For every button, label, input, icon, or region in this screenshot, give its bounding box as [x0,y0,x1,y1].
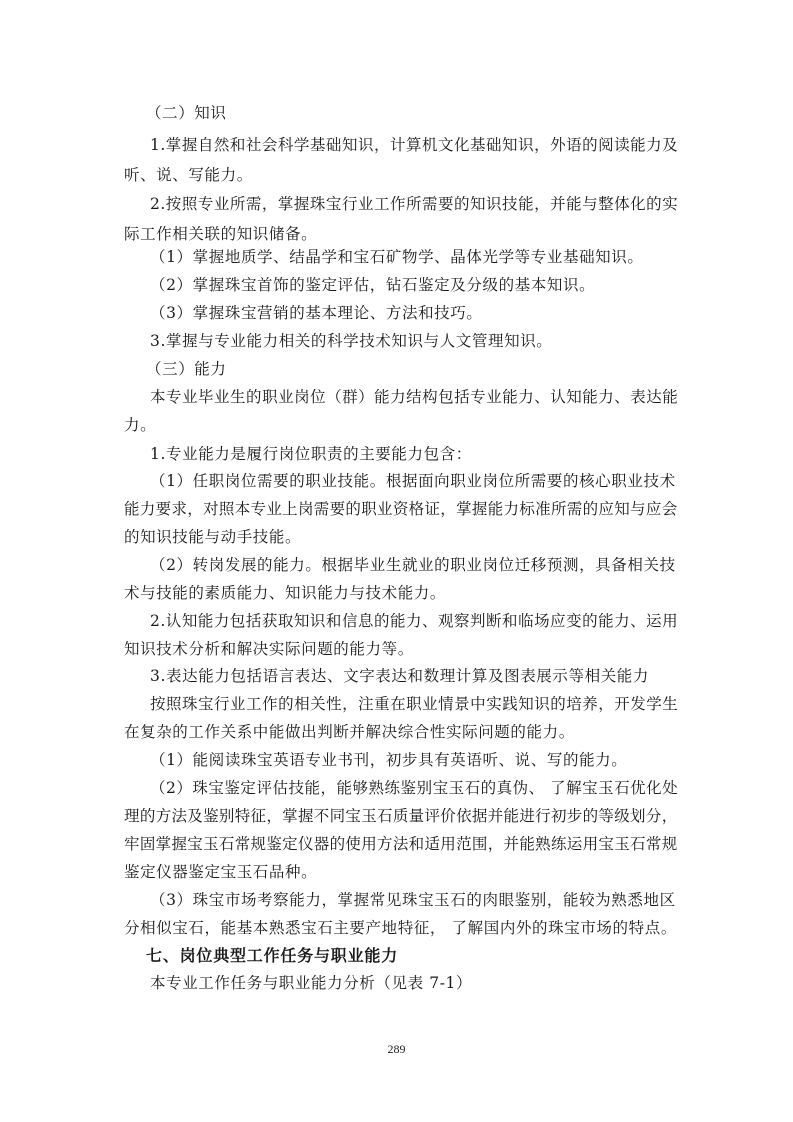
text-line: （2）转岗发展的能力。根据毕业生就业的职业岗位迁移预测，具备相关技 [150,556,676,574]
section-heading-knowledge: （二）知识 [146,104,227,122]
text-line: 能力要求，对照本专业上岗需要的职业资格证，掌握能力标准所需的应知与应会 [124,500,678,518]
text-line: 1.掌握自然和社会科学基础知识，计算机文化基础知识，外语的阅读能力及 [150,136,679,154]
text-line: 在复杂的工作关系中能做出判断并解决综合性实际问题的能力。 [124,723,575,741]
text-line: 知识技术分析和解决实际问题的能力等。 [124,640,414,658]
text-line: （1）能阅读珠宝英语专业书刊，初步具有英语听、说、写的能力。 [150,751,628,769]
text-line: 理的方法及鉴别特征，掌握不同宝玉石质量评价依据并能进行初步的等级划分， [124,807,678,825]
text-line: 际工作相关联的知识储备。 [124,225,318,243]
text-line: 分相似宝石，能基本熟悉宝石主要产地特征， 了解国内外的珠宝市场的特点。 [124,919,677,937]
text-line: 本专业工作任务与职业能力分析（见表 7-1） [150,974,473,992]
text-line: （1）掌握地质学、结晶学和宝石矿物学、晶体光学等专业基础知识。 [150,248,644,266]
text-line: 2.按照专业所需，掌握珠宝行业工作所需要的知识技能，并能与整体化的实 [150,195,679,213]
text-line: （2）珠宝鉴定评估技能，能够熟练鉴别宝玉石的真伪、 了解宝玉石优化处 [150,779,679,797]
text-line: 听、说、写能力。 [124,166,253,184]
text-line: 3.掌握与专业能力相关的科学技术知识与人文管理知识。 [150,332,553,350]
text-line: （1）任职岗位需要的职业技能。根据面向职业岗位所需要的核心职业技术 [150,472,676,490]
text-line: （2）掌握珠宝首饰的鉴定评估，钻石鉴定及分级的基本知识。 [150,276,596,294]
text-line: 3.表达能力包括语言表达、文字表达和数理计算及图表展示等相关能力 [150,667,649,685]
text-line: 力。 [124,416,157,434]
text-line: 2.认知能力包括获取知识和信息的能力、观察判断和临场应变的能力、运用 [150,612,679,630]
page-number: 289 [387,1042,406,1056]
text-line: 鉴定仪器鉴定宝玉石品种。 [124,863,318,881]
text-line: 牢固掌握宝玉石常规鉴定仪器的使用方法和适用范围，并能熟练运用宝玉石常规 [124,835,678,853]
text-line: 按照珠宝行业工作的相关性，注重在职业情景中实践知识的培养，开发学生 [150,695,679,713]
text-line: 的知识技能与动手技能。 [124,528,302,546]
section-heading-ability: （三）能力 [146,360,227,378]
text-line: （3）掌握珠宝营销的基本理论、方法和技巧。 [150,304,483,322]
text-line: （3）珠宝市场考察能力，掌握常见珠宝玉石的肉眼鉴别，能较为熟悉地区 [150,891,676,909]
text-line: 1.专业能力是履行岗位职责的主要能力包含： [150,445,472,463]
text-line: 术与技能的素质能力、知识能力与技术能力。 [124,584,447,602]
text-line: 本专业毕业生的职业岗位（群）能力结构包括专业能力、认知能力、表达能 [150,388,679,406]
section-heading-typical-tasks: 七、岗位典型工作任务与职业能力 [146,946,399,965]
